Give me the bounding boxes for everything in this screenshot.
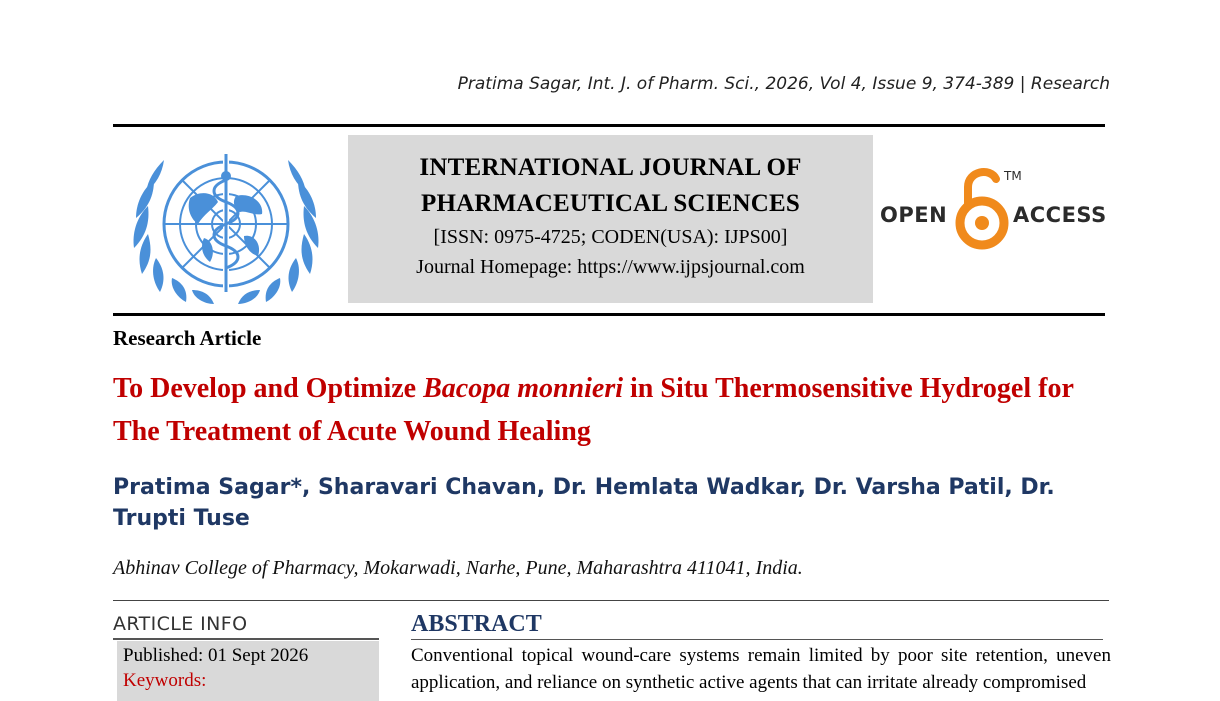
article-info-box [117, 641, 379, 701]
article-affiliation: Abhinav College of Pharmacy, Mokarwadi, Narhe, Pune, Maharashtra 411041, India. [113, 557, 803, 579]
journal-emblem-logo [126, 140, 326, 306]
open-access-trademark: TM [1004, 169, 1022, 183]
abstract-rule [411, 639, 1103, 640]
journal-name-line2: PHARMACEUTICAL SCIENCES [421, 190, 800, 217]
abstract-text: Conventional topical wound-care systems remain limited by poor site retention, uneven application, and reliance on synthetic active agents that can irritate already compromised [411, 645, 1111, 693]
article-title [113, 367, 1103, 453]
open-access-logo [880, 165, 1110, 255]
header-top-rule [113, 124, 1105, 127]
open-access-word-access: ACCESS [1013, 203, 1107, 227]
article-title-part1: To Develop and Optimize [113, 373, 424, 404]
article-info-heading: ARTICLE INFO [113, 613, 248, 635]
journal-info-box [348, 135, 873, 303]
article-title-species: Bacopa monnieri [423, 373, 624, 404]
article-title-part2: in Situ Thermosensitive Hydrogel for The Treatment of Acute Wound Healing [113, 373, 1074, 447]
header-bottom-rule [113, 313, 1105, 316]
journal-name-line1: INTERNATIONAL JOURNAL OF [419, 154, 802, 181]
journal-issn: [ISSN: 0975-4725; CODEN(USA): IJPS00] [433, 226, 788, 248]
section-divider [113, 600, 1109, 601]
running-head: Pratima Sagar, Int. J. of Pharm. Sci., 2026, Vol 4, Issue 9, 374-389 | Research [457, 74, 1110, 94]
journal-name [348, 150, 873, 222]
abstract-heading: ABSTRACT [411, 611, 542, 637]
keywords-label: Keywords: [123, 670, 207, 691]
article-authors: Pratima Sagar*, Sharavari Chavan, Dr. Hemlata Wadkar, Dr. Varsha Patil, Dr. Trupti Tuse [113, 475, 1055, 531]
article-type: Research Article [113, 326, 262, 350]
published-date: Published: 01 Sept 2026 [123, 645, 309, 666]
open-access-word-open: OPEN [880, 203, 948, 227]
journal-homepage: Journal Homepage: https://www.ijpsjournal.com [416, 256, 805, 278]
article-info-rule [113, 638, 379, 640]
